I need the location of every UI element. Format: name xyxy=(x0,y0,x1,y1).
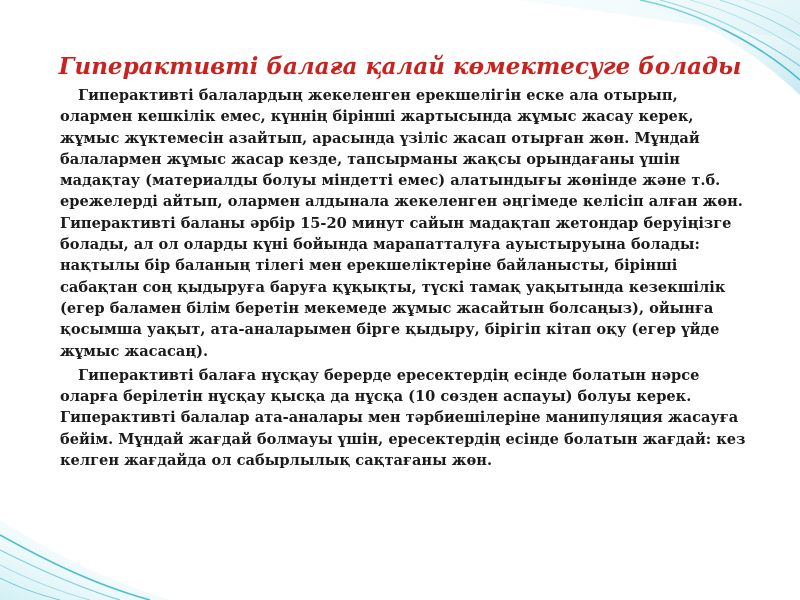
corner-wave-bottom-left xyxy=(0,520,170,600)
slide-body xyxy=(60,85,750,471)
slide-title: Гиперактивті балаға қалай көмектесуге болады xyxy=(58,53,742,80)
paragraph-2: Гиперактивті балаға нұсқау берерде ересектердің есінде болатын нәрсе оларға берілетін нұсқау қысқа да нұсқа (10 сөзден аспауы) болуы керек. Гиперактивті балалар ата-аналары мен тәрбиешілеріне манипуляция жасауға бейім. Мұндай жағдай болмауы үшін, ересектердің есінде болатын жағдай: кез келген жағдайда ол сабырлылық сақтағаны жөн. xyxy=(60,366,746,470)
light-band xyxy=(520,0,800,40)
paragraph-1: Гиперактивті балалардың жекеленген ерекшелігін еске ала отырып, олармен кешкілік емес, күннің бірінші жартысында жұмыс жасау керек, жұмыс жүктемесін азайтып, арасында үзіліс жасап отырған жөн. Мұндай балалармен жұмыс жасар кезде, тапсырманы жақсы орындағаны үшін мадақтау (материалды болуы міндетті емес) алатындығы жөнінде және т.б. ережелерді айтып, олармен алдынала жекеленген әңгімеде келісіп алған жөн. Гиперактивті баланы әрбір 15-20 минут сайын мадақтап жетондар беруіңізге болады, ал ол оларды күні бойында марапатталуға ауыстыруына болады: нақтылы бір баланың тілегі мен ерекшеліктеріне байланысты, бірінші сабақтан соң қыдыруға баруға құқықты, түскі тамақ уақытында кезекшілік (егер баламен білім беретін мекемеде жұмыс жасайтын болсаңыз), ойынға қосымша уақыт, ата-аналарымен бірге қыдыру, бірігіп кітап оқу (егер үйде жұмыс жасасаң). xyxy=(60,87,743,360)
